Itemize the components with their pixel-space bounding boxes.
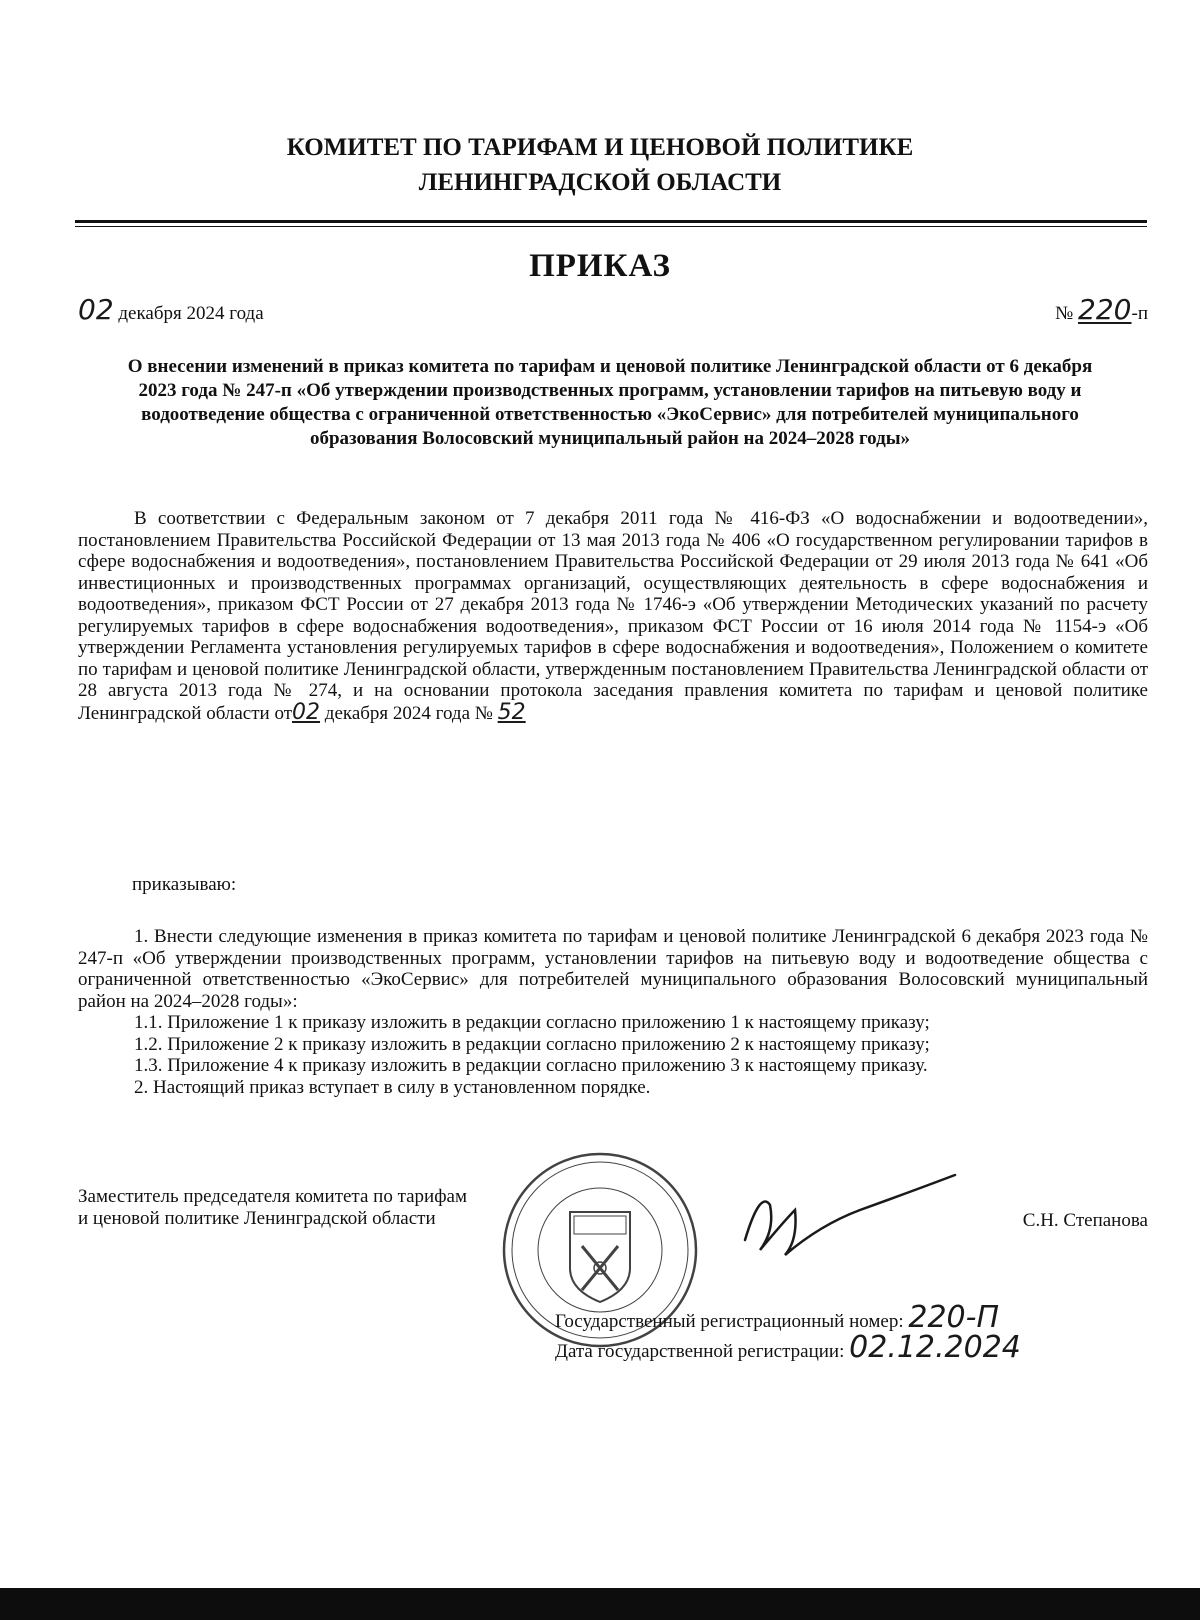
handwritten-date-day: 02 xyxy=(78,293,114,326)
committee-name xyxy=(0,130,1200,200)
handwritten-protocol-number: 52 xyxy=(497,699,526,725)
order-item-1-2: 1.2. Приложение 2 к приказу изложить в редакции согласно приложению 2 к настоящему приказу; xyxy=(134,1033,930,1055)
order-number-prefix: № xyxy=(1055,303,1074,324)
committee-line-1: КОМИТЕТ ПО ТАРИФАМ И ЦЕНОВОЙ ПОЛИТИКЕ xyxy=(286,134,914,161)
preamble-text: В соответствии с Федеральным законом от 7 декабря 2011 года № 416-ФЗ «О водоснабжении и водоотведении», постановлением Правительства Российской Федерации от 13 мая 2013 года № 406 «О государственном регулировании тарифов в сфере водоснабжения и водоотведения», постановлением Правительства Российской Федерации от 29 июля 2013 года № 641 «Об инвестиционных и производственных программах организаций, осуществляющих деятельность в сфере водоснабжения и водоотведения», приказом ФСТ России от 27 декабря 2013 года № 1746-э «Об утверждении Методических указаний по расчету регулируемых тарифов в сфере водоснабжения водоотведения», приказом ФСТ России от 16 июля 2014 года № 1154-э «Об утверждении Регламента установления регулируемых тарифов в сфере водоснабжения и водоотведения», Положением о комитете по тарифам и ценовой политике Ленинградской области, утвержденным постановлением Правительства Ленинградской области от 28 августа 2013 года № 274, и на основании протокола заседания правления комитета по тарифам и ценовой политике Ленинградской области от xyxy=(78,508,1148,724)
handwritten-signature-icon xyxy=(740,1170,960,1280)
signatory-position-line-1: Заместитель председателя комитета по тарифам xyxy=(78,1186,467,1207)
document-type: ПРИКАЗ xyxy=(529,248,671,284)
handwritten-registration-date: 02.12.2024 xyxy=(849,1330,1021,1365)
order-subject: О внесении изменений в приказ комитета по тарифам и ценовой политике Ленинградской области от 6 декабря 2023 года № 247-п «Об утверждении производственных программ, установлении тарифов на питьевую воду и водоотведение общества с ограниченной ответственностью «ЭкоСервис» для потребителей муниципального образования Волосовский муниципальный район на 2024–2028 годы» xyxy=(127,356,1093,449)
header-rule-thin xyxy=(75,226,1147,227)
registration-date-row xyxy=(555,1330,1021,1365)
order-date xyxy=(78,293,264,326)
preamble-paragraph xyxy=(78,508,1148,724)
scan-edge-shadow xyxy=(0,1588,1200,1620)
signatory-name: С.Н. Степанова xyxy=(1022,1210,1148,1231)
orders-word: приказываю: xyxy=(132,874,237,895)
registration-number-label: Государственный регистрационный номер: xyxy=(555,1311,904,1332)
handwritten-registration-number: 220-П xyxy=(908,1300,1000,1335)
registration-block xyxy=(555,1300,1021,1365)
committee-line-2: ЛЕНИНГРАДСКОЙ ОБЛАСТИ xyxy=(418,169,782,196)
header-rule-thick xyxy=(75,220,1147,223)
order-item-2: 2. Настоящий приказ вступает в силу в установленном порядке. xyxy=(134,1076,651,1098)
handwritten-order-number: 220 xyxy=(1078,293,1132,326)
order-items xyxy=(78,926,1148,1098)
registration-date-label: Дата государственной регистрации: xyxy=(555,1341,845,1362)
order-number-suffix: -п xyxy=(1131,303,1148,324)
order-number xyxy=(1055,293,1148,326)
signatory-position xyxy=(78,1186,467,1230)
order-item-1: 1. Внести следующие изменения в приказ комитета по тарифам и ценовой политике Ленинградской 6 декабря 2023 года № 247-п «Об утверждении производственных программ, установлении тарифов на питьевую воду и водоотведение общества с ограниченной ответственностью «ЭкоСервис» для потребителей муниципального образования Волосовский муниципальный район на 2024–2028 годы»: xyxy=(78,926,1148,1012)
signatory-position-line-2: и ценовой политике Ленинградской области xyxy=(78,1208,436,1229)
order-item-1-3: 1.3. Приложение 4 к приказу изложить в редакции согласно приложению 3 к настоящему приказу. xyxy=(134,1055,928,1076)
preamble-protocol-rest: декабря 2024 года № xyxy=(324,702,493,724)
handwritten-protocol-day: 02 xyxy=(292,699,321,725)
order-date-rest: декабря 2024 года xyxy=(118,303,264,324)
order-item-1-1: 1.1. Приложение 1 к приказу изложить в редакции согласно приложению 1 к настоящему приказу; xyxy=(134,1012,930,1033)
